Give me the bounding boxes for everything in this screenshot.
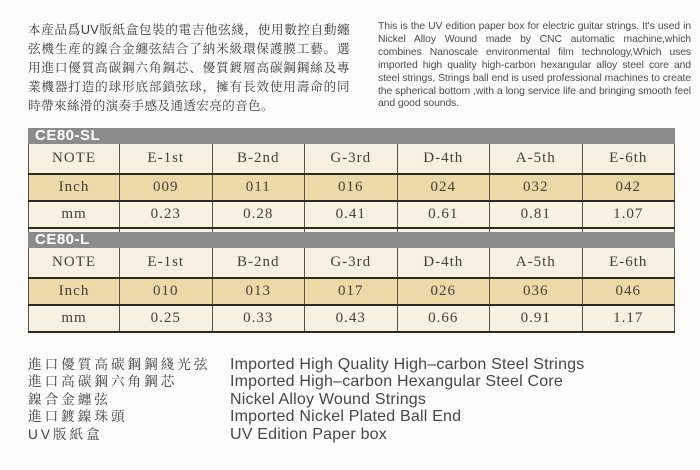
feature-english: Imported High–carbon Hexangular Steel Core: [230, 373, 564, 391]
column-header: B-2nd: [212, 144, 305, 174]
header-row: [29, 248, 675, 278]
column-header: E-1st: [120, 248, 213, 278]
product-description-english: This is the UV edition paper box for electric guitar strings. It's used in Nickel Alloy Wound made by CNC automatic machine,which combines Nanoscale environmental film technology,Which uses imported high quality high-carbon hexangular alloy steel core and steel strings, Strings ball end is used professional machines to create the spherical bottom ,with a long service life and bringing smooth feel and good sounds.: [378, 21, 691, 110]
gauge-value: 013: [212, 278, 305, 305]
gauge-value: 011: [212, 174, 305, 201]
column-header: E-6th: [582, 248, 675, 278]
row-label: Inch: [29, 174, 120, 201]
gauge-row-mm: [29, 305, 675, 332]
column-header: A-5th: [490, 144, 583, 174]
gauge-value: 0.25: [120, 305, 213, 332]
column-header: A-5th: [490, 248, 583, 278]
gauge-value: 0.28: [212, 201, 305, 228]
feature-item-4: [28, 405, 700, 426]
spec-table-CE80-L: [28, 232, 675, 333]
row-label: mm: [29, 201, 120, 228]
spec-table-CE80-SL: [28, 128, 675, 232]
gauge-value: 0.81: [490, 201, 583, 228]
gauge-value: 0.23: [120, 201, 213, 228]
feature-chinese: 進口優質高碳鋼鋼綫光弦: [28, 357, 211, 372]
gauge-value: 042: [582, 174, 675, 201]
gauge-value: 032: [490, 174, 583, 201]
gauge-value: 0.91: [490, 305, 583, 332]
gauge-row-Inch: [29, 174, 675, 201]
gauge-value: 0.66: [397, 305, 490, 332]
feature-item-3: [28, 388, 700, 408]
row-label: mm: [29, 305, 120, 332]
feature-chinese: 進口高碳鋼六角鋼芯: [28, 374, 178, 390]
gauge-value: 0.41: [305, 201, 398, 228]
string-gauge-tables: [28, 128, 675, 333]
column-header: NOTE: [29, 144, 120, 174]
gauge-value: 010: [120, 278, 213, 305]
feature-chinese: 鎳合金纏弦: [28, 391, 111, 407]
column-header: E-6th: [582, 144, 675, 174]
table-title-CE80-SL: CE80-SL: [28, 128, 675, 144]
column-header: D-4th: [397, 248, 490, 278]
column-header: B-2nd: [212, 248, 305, 278]
product-description-chinese: 本産品爲UV版紙盒包裝的電吉他弦綫，使用數控自動纏弦機生産的鎳合金纏弦結合了納米級環保護膜工藝。選用進口優質高碳鋼六角鋼芯、優質鍍層高碳鋼鋼絲及專業機器打造的球形底部鎖弦球，擁有長效使用壽命的同時帶來絲滑的演奏手感及通透宏亮的音色。: [28, 23, 350, 113]
feature-list: [28, 353, 700, 443]
header-row: [29, 144, 675, 174]
column-header: G-3rd: [305, 144, 398, 174]
feature-english: UV Edition Paper box: [230, 425, 387, 443]
column-header: D-4th: [397, 144, 490, 174]
product-description: [28, 21, 691, 116]
gauge-row-mm: [29, 201, 675, 228]
feature-item-2: [28, 370, 700, 391]
gauge-value: 0.43: [305, 305, 398, 332]
column-header: E-1st: [120, 144, 213, 174]
gauge-value: 026: [397, 278, 490, 305]
gauge-value: 046: [582, 278, 675, 305]
feature-english: Nickel Alloy Wound Strings: [230, 390, 427, 408]
row-label: Inch: [29, 278, 120, 305]
column-header: G-3rd: [305, 248, 398, 278]
feature-chinese: 進口鍍鎳珠頭: [28, 409, 128, 425]
gauge-value: 0.33: [212, 305, 305, 332]
gauge-value: 0.61: [397, 201, 490, 228]
gauge-value: 016: [305, 174, 398, 201]
string-gauge-table-CE80-SL: [28, 144, 675, 232]
feature-english: Imported Nickel Plated Ball End: [230, 408, 462, 426]
string-gauge-table-CE80-L: [28, 248, 675, 333]
column-header: NOTE: [29, 248, 120, 278]
gauge-value: 024: [397, 174, 490, 201]
gauge-value: 1.07: [582, 201, 675, 228]
gauge-value: 1.17: [582, 305, 675, 332]
gauge-value: 009: [120, 174, 213, 201]
gauge-value: 036: [490, 278, 583, 305]
table-title-CE80-L: CE80-L: [28, 232, 675, 248]
feature-english: Imported High Quality High–carbon Steel Strings: [230, 356, 585, 373]
feature-item-5: [28, 423, 700, 443]
gauge-row-Inch: [29, 278, 675, 305]
gauge-value: 017: [305, 278, 398, 305]
feature-item-1: [28, 353, 700, 373]
feature-chinese: UV版紙盒: [28, 426, 103, 442]
